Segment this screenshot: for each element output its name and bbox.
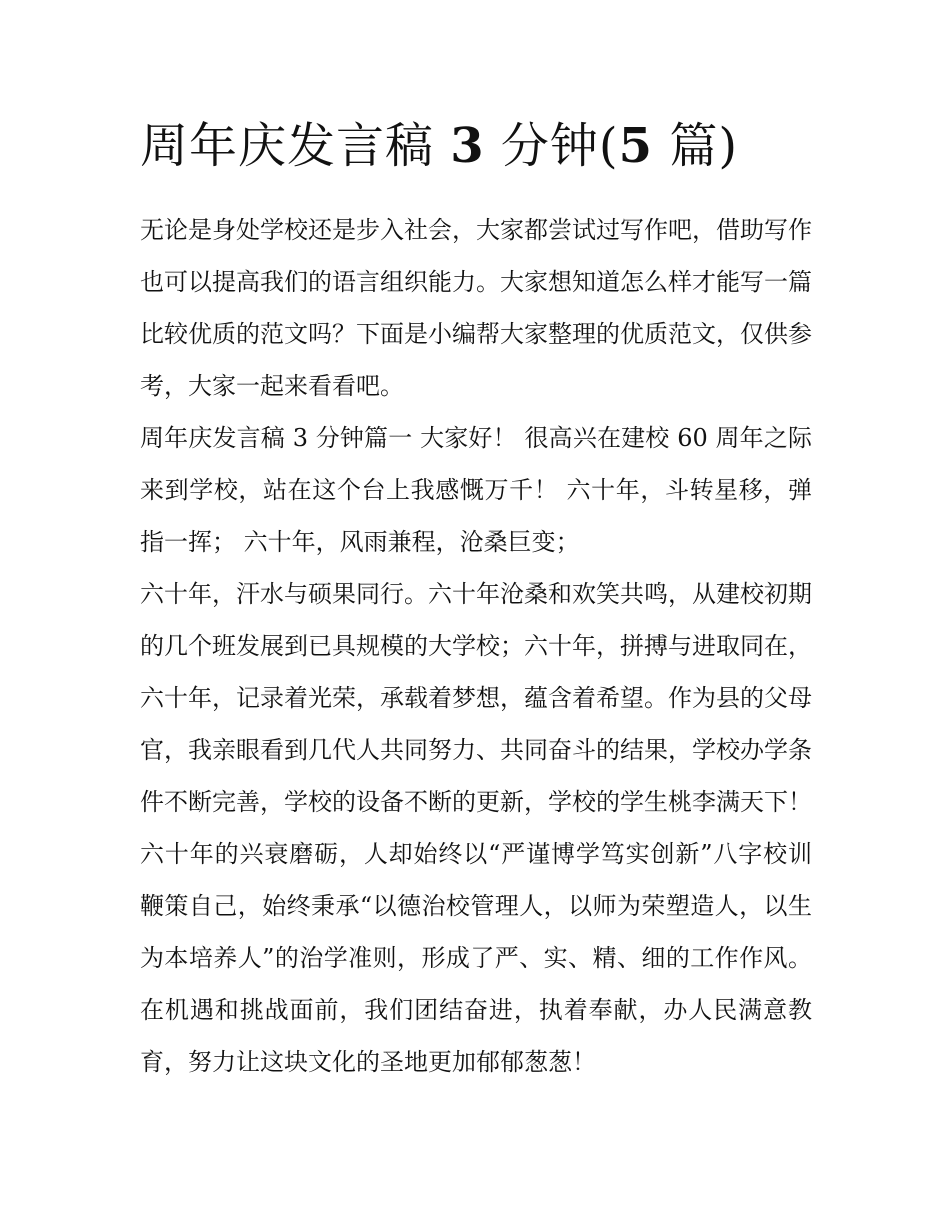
paragraph-intro: 无论是身处学校还是步入社会，大家都尝试过写作吧，借助写作也可以提高我们的语言组织能力。大家想知道怎么样才能写一篇比较优质的范文吗？下面是小编帮大家整理的优质范文，仅供参考，大家一起来看看吧。: [140, 216, 812, 400]
paragraph-sixty-years: 六十年，汗水与硕果同行。六十年沧桑和欢笑共鸣，从建校初期的几个班发展到已具规模的大学校；六十年，拼搏与进取同在，六十年，记录着光荣，承载着梦想，蕴含着希望。作为县的父母官，我亲眼看到几代人共同努力、共同奋斗的结果，学校办学条件不断完善，学校的设备不断的更新，学校的学生桃李满天下！: [140, 580, 812, 816]
paragraph-school-motto: 六十年的兴衰磨砺，人却始终以“严谨博学笃实创新”八字校训鞭策自己，始终秉承“以德治校管理人，以师为荣塑造人，以生为本培养人”的治学准则，形成了严、实、精、细的工作作风。在机遇和挑战面前，我们团结奋进，执着奉献，办人民满意教育，努力让这块文化的圣地更加郁郁葱葱！: [140, 840, 812, 1076]
document-body: [140, 204, 812, 1088]
paragraph-speech-opening: 周年庆发言稿 3 分钟篇一 大家好！ 很高兴在建校 60 周年之际来到学校，站在这个台上我感慨万千！ 六十年，斗转星移，弹指一挥； 六十年，风雨兼程，沧桑巨变；: [140, 424, 812, 556]
document-title: 周年庆发言稿 3 分钟(5 篇): [140, 118, 739, 174]
document-page: [140, 114, 812, 1088]
